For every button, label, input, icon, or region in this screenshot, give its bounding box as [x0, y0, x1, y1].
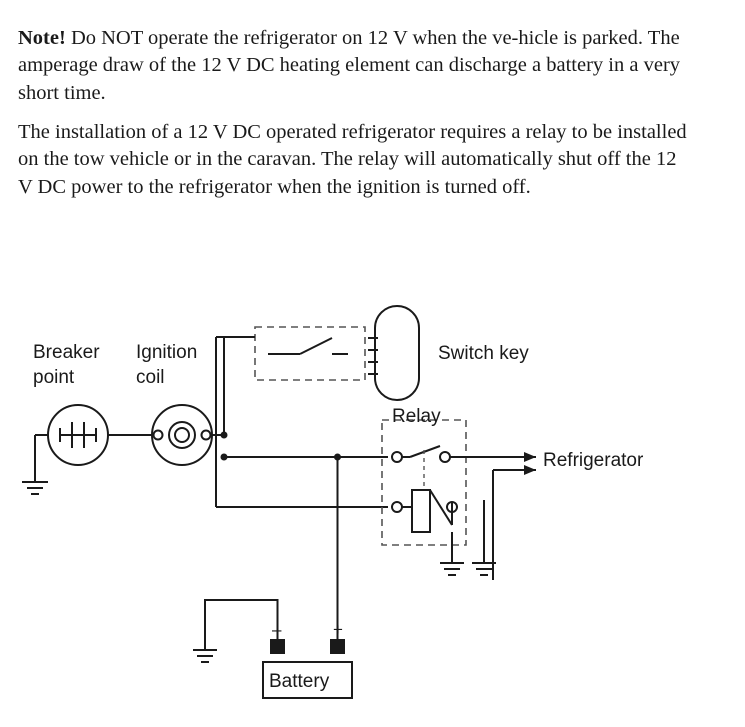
note-paragraph: [18, 25, 690, 108]
wiring-diagram: [0, 250, 745, 727]
label-ignition-coil-line2: coil: [136, 367, 165, 388]
switch-key-symbol: [375, 306, 419, 400]
label-battery-negative: –: [272, 620, 282, 639]
battery-positive-terminal: [331, 640, 344, 653]
note-label: Note!: [18, 26, 66, 49]
note-text: Do NOT operate the refrigerator on 12 V when the ve-hicle is parked. The amperage draw of the 12 V DC heating element can discharge a battery in a very short time.: [18, 26, 681, 104]
label-battery: Battery: [269, 671, 330, 692]
label-breaker-point-line1: Breaker: [33, 342, 100, 363]
label-battery-positive: +: [333, 620, 343, 639]
label-ignition-coil-line1: Ignition: [136, 342, 198, 363]
installation-paragraph: The installation of a 12 V DC operated refrigerator requires a relay to be installed on the tow vehicle or in the caravan. The relay will automatically shut off the 12 V DC power to the refrigerator when the ignition is turned off.: [18, 120, 687, 198]
label-relay: Relay: [392, 406, 441, 427]
label-breaker-point-line2: point: [33, 367, 75, 388]
label-switch-key: Switch key: [438, 343, 529, 364]
battery-negative-terminal: [271, 640, 284, 653]
label-refrigerator: Refrigerator: [543, 450, 644, 471]
